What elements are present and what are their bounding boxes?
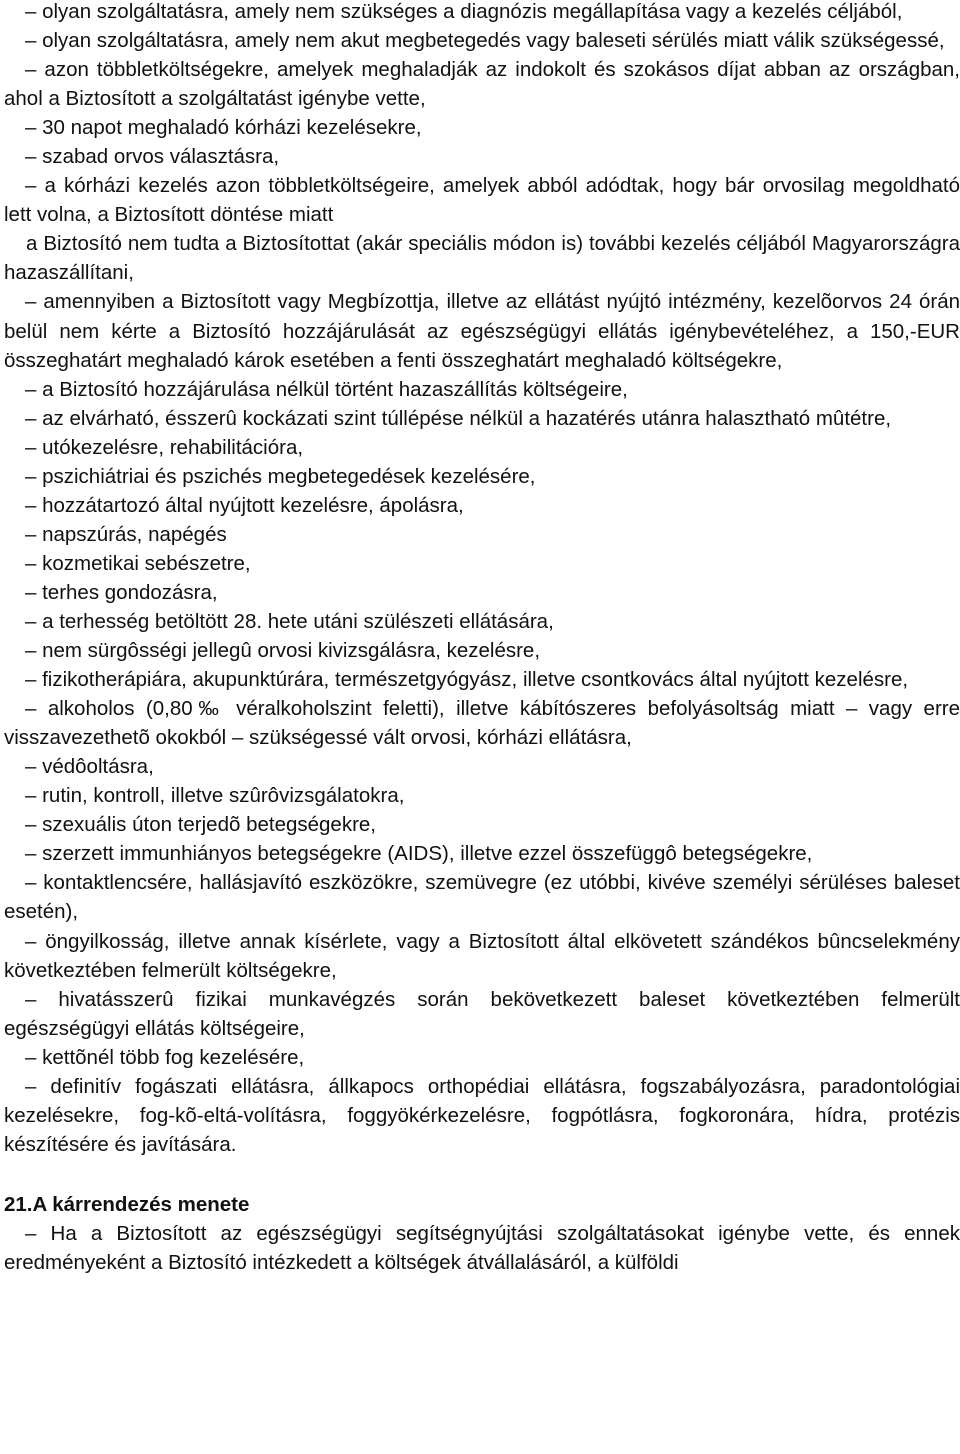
section-paragraph: – Ha a Biztosított az egészségügyi segítségnyújtási szolgáltatásokat igénybe vette, és ennek eredményeként a Biztosító intézkedett a költségek átvállalásáról, a külföldi bbox=[4, 1221, 960, 1274]
exclusion-item: – 30 napot meghaladó kórházi kezelésekre, bbox=[25, 116, 422, 140]
exclusion-item: – védôoltásra, bbox=[25, 755, 154, 779]
exclusion-item-continuation: a Biztosító nem tudta a Biztosítottat (akár speciális módon is) további kezelés céljából Magyarországra hazaszállítani, bbox=[4, 232, 960, 285]
exclusion-item: – utókezelésre, rehabilitációra, bbox=[25, 435, 304, 459]
exclusion-item: – terhes gondozásra, bbox=[25, 580, 218, 604]
exclusion-item: – szexuális úton terjedõ betegségekre, bbox=[25, 813, 377, 837]
exclusion-item: – alkoholos (0,80‰ véralkoholszint feletti), illetve kábítószeres befolyásoltság miatt – vagy erre visszavezethetõ okokból – szükségessé vált orvosi, kórházi ellátásra, bbox=[4, 697, 960, 750]
exclusion-item: – szabad orvos választásra, bbox=[25, 145, 280, 169]
exclusion-item: – napszúrás, napégés bbox=[25, 522, 227, 546]
exclusion-item: – amennyiben a Biztosított vagy Megbízottja, illetve az ellátást nyújtó intézmény, kezelõorvos 24 órán belül nem kérte a Biztosító hozzájárulását az egészségügyi ellátás igénybevételéhez, a 150,-EUR összeghatárt meghaladó károk esetében a fenti összeghatárt meghaladó költségekre, bbox=[4, 290, 960, 372]
exclusion-item: – olyan szolgáltatásra, amely nem szükséges a diagnózis megállapítása vagy a kezelés céljából, bbox=[25, 0, 903, 23]
exclusion-item: – rutin, kontroll, illetve szûrôvizsgálatokra, bbox=[25, 784, 405, 808]
exclusion-item: – definitív fogászati ellátásra, állkapocs orthopédiai ellátásra, fogszabályozásra, paradontológiai kezelésekre, fog-kõ-eltá-volításra, foggyökérkezelésre, fogpótlásra, fogkoronára, hídra, protézis készítésére és javítására. bbox=[4, 1074, 960, 1156]
exclusion-item: – kozmetikai sebészetre, bbox=[25, 551, 251, 575]
exclusion-item: – pszichiátriai és pszichés megbetegedések kezelésére, bbox=[25, 464, 536, 488]
exclusion-item: – a kórházi kezelés azon többletköltségeire, amelyek abból adódtak, hogy bár orvosilag megoldható lett volna, a Biztosított döntése miatt bbox=[4, 174, 960, 227]
exclusion-item: – a terhesség betöltött 28. hete utáni szülészeti ellátására, bbox=[25, 609, 554, 633]
section-spacer bbox=[4, 1159, 960, 1190]
exclusion-item: – olyan szolgáltatásra, amely nem akut megbetegedés vagy baleseti sérülés miatt válik szükségessé, bbox=[25, 29, 945, 53]
exclusion-item: – szerzett immunhiányos betegségekre (AIDS), illetve ezzel összefüggô betegségekre, bbox=[25, 842, 813, 866]
document-page bbox=[4, 0, 960, 1277]
exclusion-item: – hivatásszerû fizikai munkavégzés során bekövetkezett baleset következtében felmerült egészségügyi ellátás költségeire, bbox=[4, 987, 960, 1040]
exclusion-item: – kontaktlencsére, hallásjavító eszközökre, szemüvegre (ez utóbbi, kivéve személyi sérüléses baleset esetén), bbox=[4, 871, 960, 924]
exclusion-item: – a Biztosító hozzájárulása nélkül történt hazaszállítás költségeire, bbox=[25, 377, 628, 401]
exclusion-item: – nem sürgôsségi jellegû orvosi kivizsgálásra, kezelésre, bbox=[25, 639, 541, 663]
section-heading: 21.A kárrendezés menete bbox=[4, 1192, 250, 1216]
exclusion-item: – fizikotherápiára, akupunktúrára, természetgyógyász, illetve csontkovács által nyújtott kezelésre, bbox=[25, 668, 909, 692]
exclusion-item: – az elvárható, ésszerû kockázati szint túllépése nélkül a hazatérés utánra halasztható mûtétre, bbox=[25, 406, 892, 430]
exclusion-item: – kettõnél több fog kezelésére, bbox=[25, 1045, 305, 1069]
exclusion-item: – hozzátartozó által nyújtott kezelésre, ápolásra, bbox=[25, 493, 464, 517]
exclusion-item: – azon többletköltségekre, amelyek meghaladják az indokolt és szokásos díjat abban az országban, ahol a Biztosított a szolgáltatást igénybe vette, bbox=[4, 58, 960, 111]
exclusion-item: – öngyilkosság, illetve annak kísérlete, vagy a Biztosított által elkövetett szándékos bûncselekmény következtében felmerült költségekre, bbox=[4, 929, 960, 982]
